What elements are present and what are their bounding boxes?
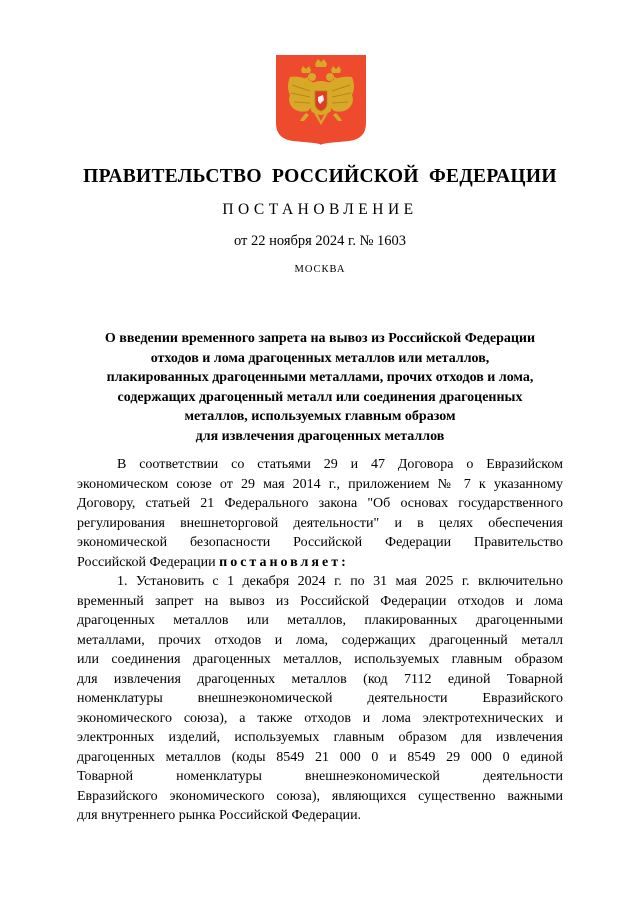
preamble-last-line xyxy=(77,553,563,573)
document-city: МОСКВА xyxy=(294,264,346,275)
item-1-paragraph xyxy=(77,572,563,826)
item-1-line: 1. Установить с 1 декабря 2024 г. по 31 мая 2025 г. включительно xyxy=(117,574,563,589)
russian-coat-of-arms-icon xyxy=(276,55,366,145)
subject-line: металлов, используемых главным образом xyxy=(184,409,456,424)
preamble-line: В соответствии со статьями 29 и 47 Договора о Евразийском xyxy=(117,457,563,472)
item-1-line: драгоценных металлов (коды 8549 21 000 0 и 8549 29 000 0 единой xyxy=(77,749,563,765)
document-date-number: от 22 ноября 2024 г. № 1603 xyxy=(233,233,407,249)
subject-line: для извлечения драгоценных металлов xyxy=(195,428,445,444)
government-title: ПРАВИТЕЛЬСТВО РОССИЙСКОЙ ФЕДЕРАЦИИ xyxy=(83,166,557,187)
item-1-line: номенклатуры внешнеэкономической деятельности Евразийского xyxy=(77,691,563,706)
item-1-line: для извлечения драгоценных металлов (код 7112 единой Товарной xyxy=(77,671,563,687)
item-1-line: металлами, прочих отходов и лома, содержащих драгоценный металл xyxy=(77,632,563,648)
preamble-line: экономической безопасности Российской Федерации Правительство xyxy=(77,535,563,550)
coat-of-arms-emblem xyxy=(276,55,366,145)
subject-line: О введении временного запрета на вывоз из Российской Федерации xyxy=(104,331,536,346)
item-1-line: драгоценных металлов или металлов, плакированных драгоценными xyxy=(77,613,563,628)
item-1-line: для внутреннего рынка Российской Федерации. xyxy=(77,808,362,823)
preamble-last-text: Российской Федерации xyxy=(77,554,216,570)
item-1-line: временный запрет на вывоз из Российской Федерации отходов и лома xyxy=(77,593,563,609)
preamble-line: регулирования внешнеторговой деятельности" и в целях обеспечения xyxy=(77,515,563,531)
preamble-paragraph xyxy=(77,455,563,572)
subject-line: плакированных драгоценными металлами, прочих отходов и лома, xyxy=(106,370,534,385)
item-1-line: электронных изделий, используемых главным образом для извлечения xyxy=(77,730,563,745)
document-subject xyxy=(70,329,570,446)
decree-word: постановляет: xyxy=(219,554,349,570)
item-1-line: Товарной номенклатуры внешнеэкономической деятельности xyxy=(77,769,563,784)
subject-line: содержащих драгоценный металл или соединения драгоценных xyxy=(117,389,523,405)
document-body xyxy=(77,455,563,826)
item-1-line: Евразийского экономического союза), являющихся существенно важными xyxy=(77,788,563,804)
document-type: ПОСТАНОВЛЕНИЕ xyxy=(222,201,418,218)
item-1-line: экономического союза), а также отходов и лома электротехнических и xyxy=(77,710,563,726)
subject-line: отходов и лома драгоценных металлов или металлов, xyxy=(150,350,490,366)
preamble-line: экономическом союзе от 29 мая 2014 г., приложением № 7 к указанному xyxy=(77,476,563,492)
preamble-line: Договору, статьей 21 Федерального закона "Об основах государственного xyxy=(77,496,563,511)
item-1-line: или соединения драгоценных металлов, используемых главным образом xyxy=(77,652,563,667)
